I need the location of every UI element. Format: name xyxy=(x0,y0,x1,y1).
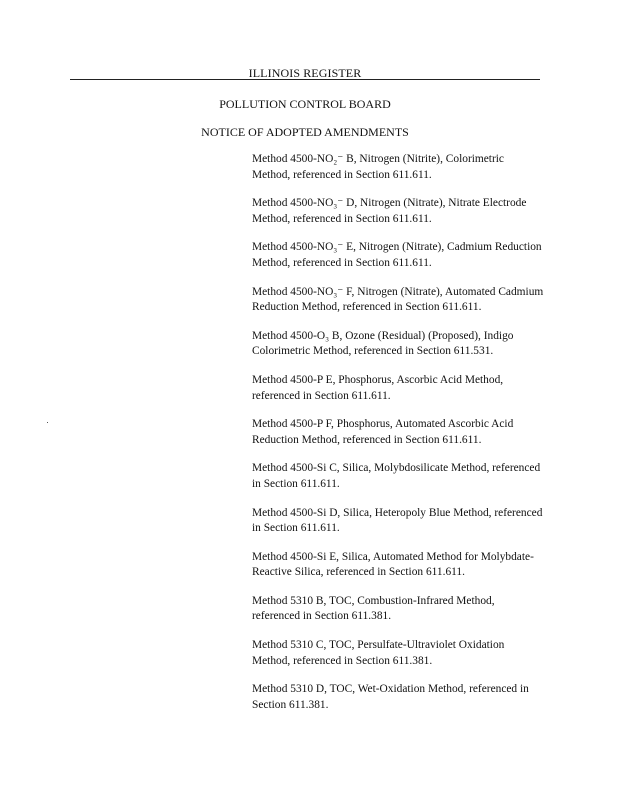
method-list xyxy=(252,152,544,726)
board-name: POLLUTION CONTROL BOARD xyxy=(219,97,391,111)
method-entry: Method 4500-P E, Phosphorus, Ascorbic Acid Method, referenced in Section 611.611. xyxy=(252,373,504,402)
method-entry: Method 4500-O₃ B, Ozone (Residual) (Proposed), Indigo Colorimetric Method, referenced in Section 611.531. xyxy=(252,329,514,358)
method-entry: Method 4500-NO₂⁻ B, Nitrogen (Nitrite), Colorimetric Method, referenced in Section 611.611. xyxy=(252,153,504,181)
method-entry: Method 5310 D, TOC, Wet-Oxidation Method, referenced in Section 611.381. xyxy=(252,683,529,711)
method-entry: Method 4500-Si C, Silica, Molybdosilicate Method, referenced in Section 611.611. xyxy=(252,462,541,490)
notice-title: NOTICE OF ADOPTED AMENDMENTS xyxy=(201,125,409,139)
method-entry: Method 4500-P F, Phosphorus, Automated Ascorbic Acid Reduction Method, referenced in Section 611.611. xyxy=(252,418,514,446)
method-entry: Method 4500-Si D, Silica, Heteropoly Blue Method, referenced in Section 611.611. xyxy=(252,506,543,535)
margin-dot xyxy=(47,422,48,423)
header-rule xyxy=(70,79,540,80)
method-entry: Method 4500-NO₃⁻ E, Nitrogen (Nitrate), Cadmium Reduction Method, referenced in Section 611.611. xyxy=(252,241,542,269)
register-title: ILLINOIS REGISTER xyxy=(248,66,362,80)
method-entry: Method 5310 B, TOC, Combustion-Infrared Method, referenced in Section 611.381. xyxy=(252,594,495,623)
method-entry: Method 4500-NO₃⁻ D, Nitrogen (Nitrate), Nitrate Electrode Method, referenced in Section 611.611. xyxy=(252,197,527,225)
method-entry: Method 4500-NO₃⁻ F, Nitrogen (Nitrate), Automated Cadmium Reduction Method, referenced in Section 611.611. xyxy=(252,285,544,314)
method-entry: Method 4500-Si E, Silica, Automated Method for Molybdate-Reactive Silica, referenced in Section 611.611. xyxy=(252,550,534,579)
method-entry: Method 5310 C, TOC, Persulfate-Ultraviolet Oxidation Method, referenced in Section 611.381. xyxy=(252,639,505,667)
